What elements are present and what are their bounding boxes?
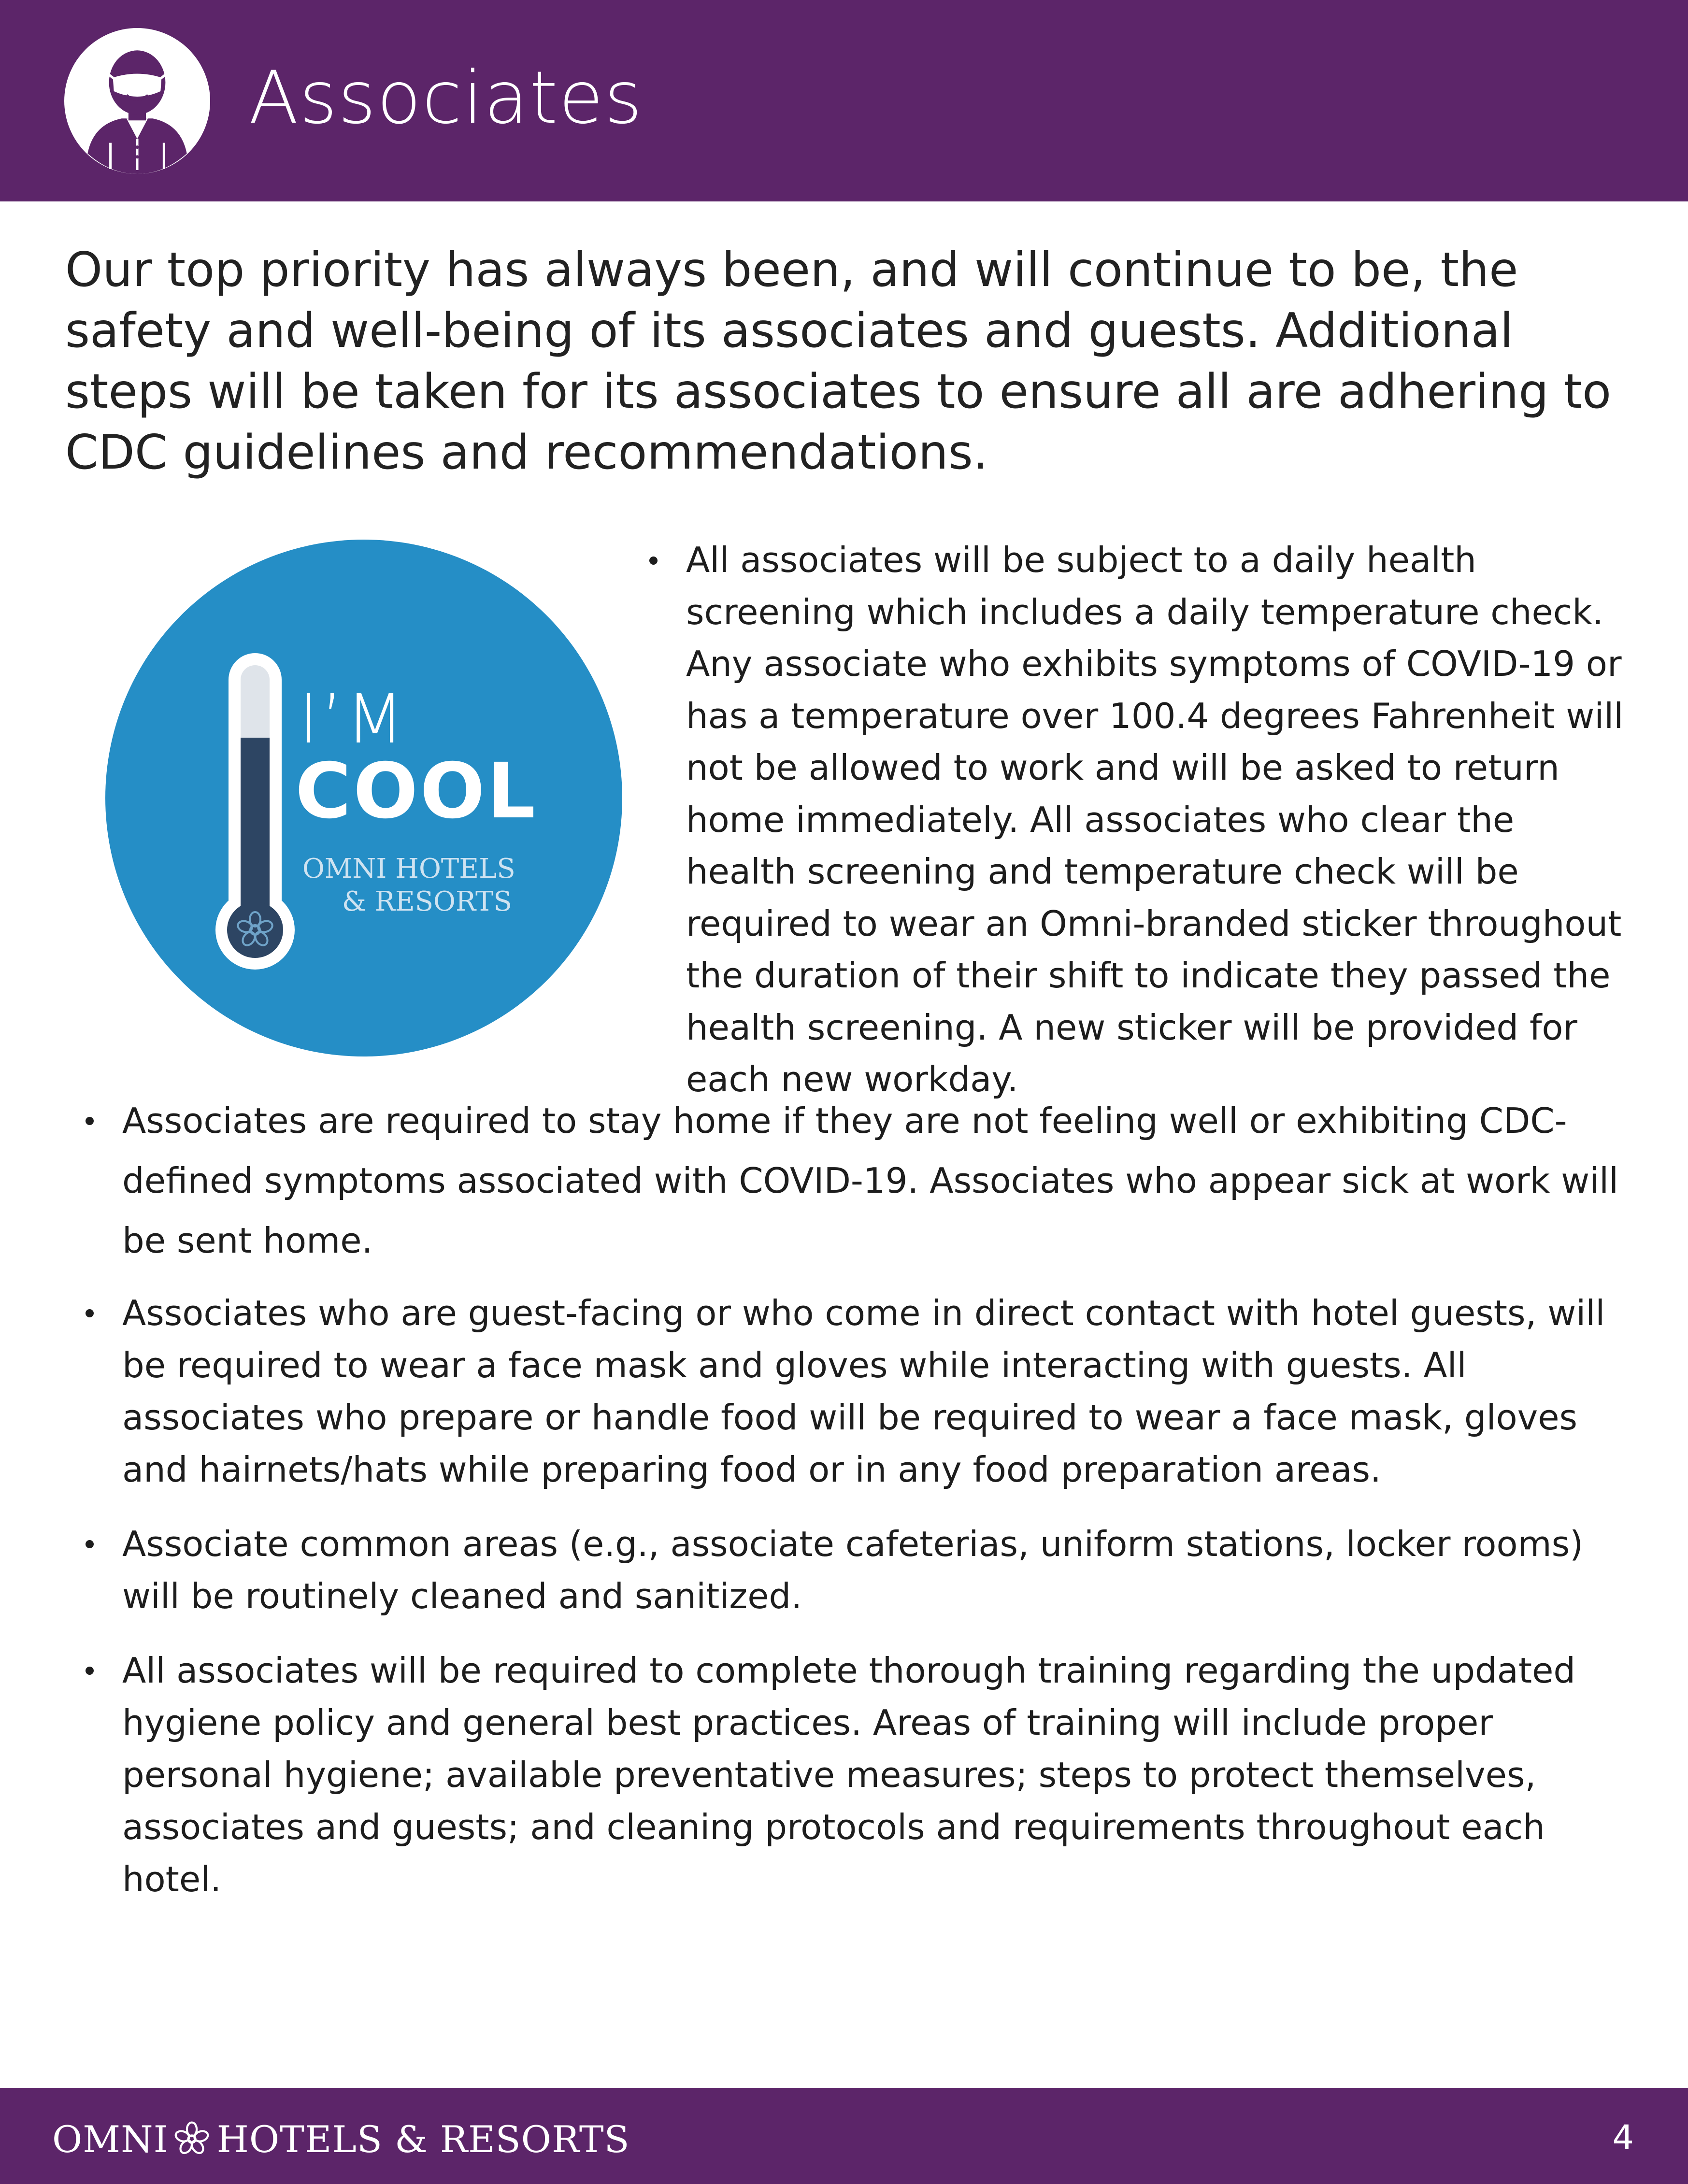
im-cool-sticker — [105, 540, 622, 1056]
omni-flower-icon — [172, 2119, 212, 2159]
list-item: Associates are required to stay home if they are not feeling well or exhibiting CDC-defined symptoms associated with COVID-19. Associates who appear sick at work will be sent home. — [122, 1091, 1634, 1270]
list-item: All associates will be required to complete thorough training regarding the updated hygiene policy and general best practices. Areas of training will include proper personal hygiene; available preventative measures; steps to protect themselves, associates and guests; and cleaning protocols and requirements throughout each hotel. — [122, 1644, 1634, 1905]
intro-paragraph: Our top priority has always been, and will continue to be, the safety and well-being of its associates and guests. Additional steps will be taken for its associates to ensure all are adhering to CDC guidelines and recommendations. — [65, 243, 1612, 480]
list-item: All associates will be subject to a daily health screening which includes a daily temperature check. Any associate who exhibits symptoms of COVID-19 or has a temperature over 100.4 degrees Fahrenheit will not be allowed to work and will be asked to return home immediately. All associates who clear the health screening and temperature check will be required to wear an Omni-branded sticker throughout the duration of their shift to indicate they passed the health screening. A new sticker will be provided for each new workday. — [686, 534, 1628, 1106]
page-footer — [0, 2088, 1688, 2184]
list-item: Associate common areas (e.g., associate cafeterias, uniform stations, locker rooms) will be routinely cleaned and sanitized. — [122, 1518, 1634, 1622]
logo-text-omni: OMNI — [52, 2117, 169, 2161]
list-item: Associates who are guest-facing or who come in direct contact with hotel guests, will be required to wear a face mask and gloves while interacting with guests. All associates who prepare or handle food will be required to wear a face mask, gloves and hairnets/hats while preparing food or in any food preparation areas. — [122, 1287, 1634, 1496]
associate-policy-list — [122, 1091, 1634, 1927]
sticker-cool-text: COOL — [295, 747, 538, 836]
logo-text-hotels-resorts: HOTELS & RESORTS — [216, 2117, 630, 2161]
sticker-brand-line2: & RESORTS — [342, 886, 512, 917]
health-screening-list — [686, 534, 1628, 1106]
page-header — [0, 0, 1688, 201]
page-title: Associates — [249, 56, 643, 140]
sticker-im-text: I’M — [299, 680, 407, 759]
sticker-brand-line1: OMNI HOTELS — [302, 853, 515, 885]
omni-logo — [52, 2115, 630, 2163]
page-number: 4 — [1612, 2118, 1634, 2157]
masked-associate-icon — [64, 28, 210, 174]
